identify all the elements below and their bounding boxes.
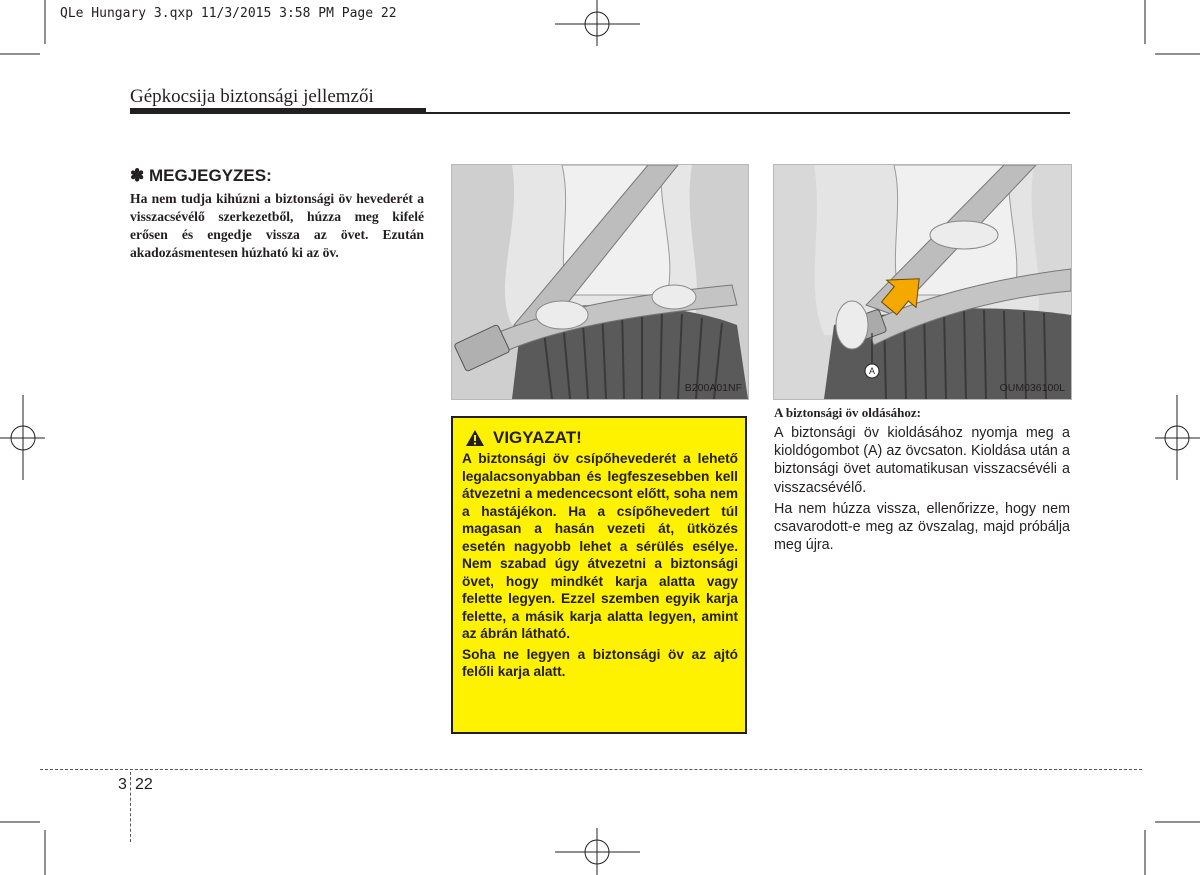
registration-mark-left: [0, 395, 45, 480]
registration-mark-top: [555, 0, 640, 46]
callout-label-a: A: [869, 366, 876, 376]
figure-code: B200A01NF: [684, 382, 742, 394]
seatbelt-release-illustration: [773, 164, 1072, 400]
caution-heading: VIGYAZAT!: [493, 428, 582, 447]
caution-paragraph: A biztonsági öv csípőhevederét a lehető legalacsonyabban és legfeszesebben kell átvezetni a medencecsont előtt, soha nem a hastájékon. Ha a csípőhevedert túl magasan a hasán vezeti át, ütközés esetén nagyobb lehet a sérülés esélye. Nem szabad úgy átvezetni a biztonsági övet, hogy mindkét karja alatta vagy felette legyen. Ezzel szemben egyik karja felette, a másik karja alatta legyen, amint az ábrán látható.: [462, 451, 738, 641]
section-title: Gépkocsija biztonsági jellemzői: [130, 86, 374, 107]
release-body: [774, 424, 1070, 557]
print-slug: QLe Hungary 3.qxp 11/3/2015 3:58 PM Page 22: [60, 6, 397, 21]
caution-text: [462, 450, 738, 684]
registration-mark-bottom: [555, 828, 640, 875]
release-heading: A biztonsági öv oldásához:: [774, 405, 921, 420]
warning-triangle-icon: [465, 429, 485, 447]
figure-code: OUM036100L: [999, 382, 1065, 394]
registration-mark-right: [1155, 395, 1200, 480]
caution-header: [465, 428, 582, 448]
seatbelt-wearing-drawing: [452, 165, 748, 399]
note-body: Ha nem tudja kihúzni a biztonsági öv hevederét a visszacsévélő szerkezetből, húzza meg kifelé erősen és engedje vissza az övet. Ezután akadozásmentesen húzható ki az öv.: [130, 191, 424, 260]
seatbelt-wearing-illustration: [451, 164, 749, 400]
caution-box: [451, 416, 747, 734]
note-heading: ✽ MEGJEGYZES:: [130, 166, 272, 185]
page-number: 22: [135, 776, 153, 793]
release-paragraph: A biztonsági öv kioldásához nyomja meg a kioldógombot (A) az övcsaton. Kioldása után a biztonsági övet automatikusan visszacsévéli a visszacsévélő.: [774, 425, 1070, 496]
seatbelt-release-drawing: [774, 165, 1071, 399]
footer-rule: [40, 769, 1142, 770]
caution-paragraph: Soha ne legyen a biztonsági öv az ajtó felőli karja alatt.: [462, 646, 738, 679]
header-rule-accent: [130, 108, 426, 114]
chapter-number: 3: [118, 776, 127, 793]
release-paragraph: Ha nem húzza vissza, ellenőrizze, hogy nem csavarodott-e meg az övszalag, majd próbálja meg újra.: [774, 500, 1070, 554]
footer-separator: [130, 772, 131, 842]
